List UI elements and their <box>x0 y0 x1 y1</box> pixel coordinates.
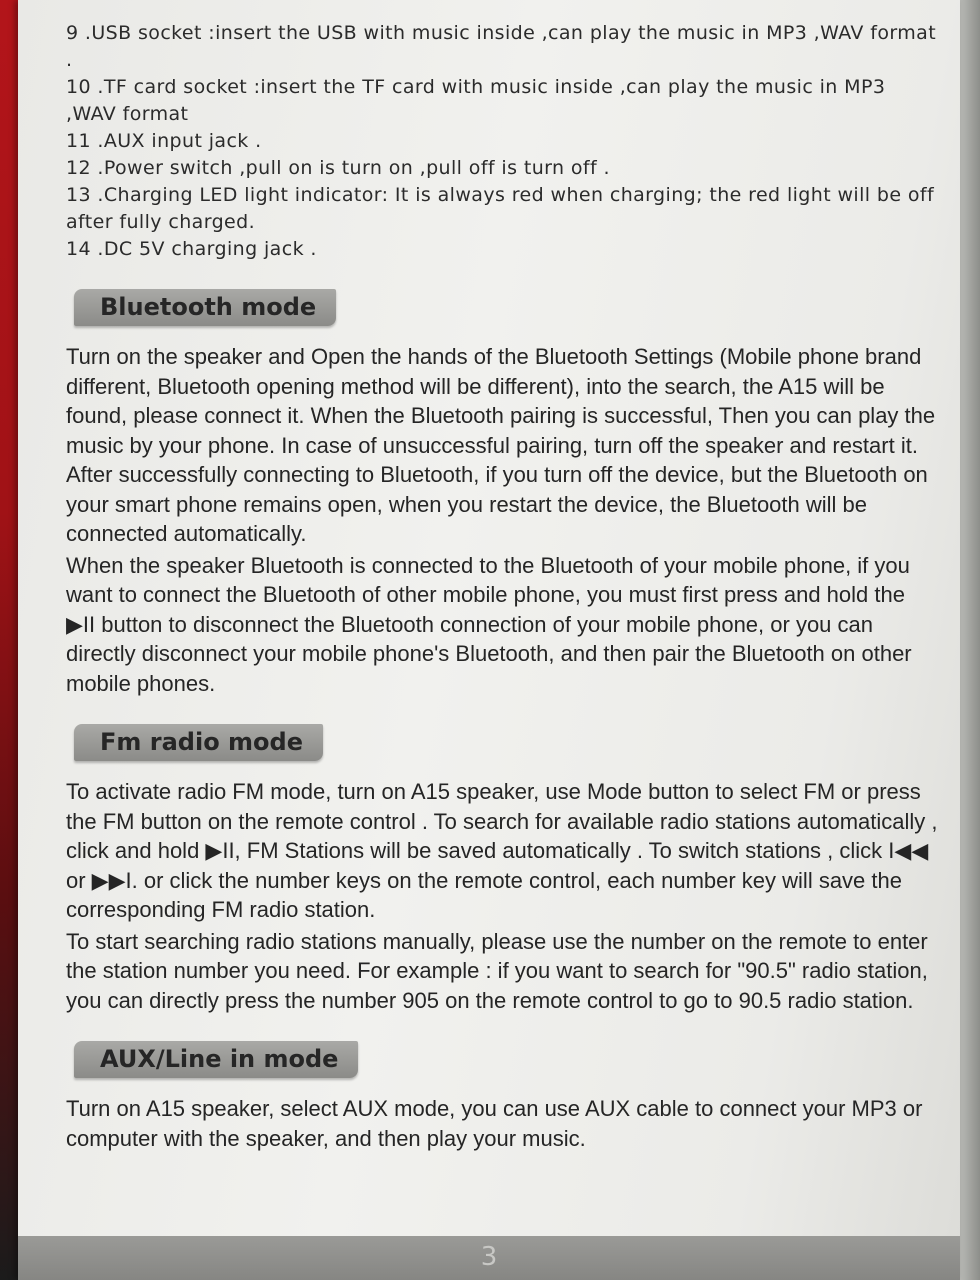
manual-page <box>18 0 960 1280</box>
aux-heading: AUX/Line in mode <box>74 1041 358 1078</box>
page-number: 3 <box>480 1242 498 1272</box>
aux-paragraph: Turn on A15 speaker, select AUX mode, you can use AUX cable to connect your MP3 or computer with the speaker, and then play your music. <box>66 1096 923 1151</box>
page-content <box>66 20 938 1153</box>
spec-item-aux-jack: 11 .AUX input jack . <box>66 130 262 152</box>
fm-heading: Fm radio mode <box>74 724 323 761</box>
bluetooth-paragraph-pairing: Turn on the speaker and Open the hands of the Bluetooth Settings (Mobile phone brand different, Bluetooth opening method will be different), into the search, the A15 will be found, please connect it. When the Bluetooth pairing is successful, Then you can play the music by your phone. In case of unsuccessful pairing, turn off the speaker and restart it. After successfully connecting to Bluetooth, if you turn off the device, but the Bluetooth on your smart phone remains open, when you restart the device, the Bluetooth will be connected automatically. <box>66 344 936 546</box>
spec-item-tf-card: 10 .TF card socket :insert the TF card with music inside ,can play the music in MP3 ,WAV format <box>66 76 886 125</box>
spec-item-power-switch: 12 .Power switch ,pull on is turn on ,pull off is turn off . <box>66 157 610 179</box>
fm-paragraph-manual-search: To start searching radio stations manually, please use the number on the remote to enter the station number you need. For example : if you want to search for "90.5" radio station, you can directly press the number 905 on the remote control to go to 90.5 radio station. <box>66 928 928 1013</box>
spec-item-usb: 9 .USB socket :insert the USB with music inside ,can play the music in MP3 ,WAV format . <box>66 22 937 71</box>
bluetooth-paragraph-switch-phone: When the speaker Bluetooth is connected to the Bluetooth of your mobile phone, if you want to connect the Bluetooth of other mobile phone, you must first press and hold the ▶II button to disconnect the Bluetooth connection of your mobile phone, or you can directly disconnect your mobile phone's Bluetooth, and then pair the Bluetooth on other mobile phones. <box>66 552 912 696</box>
spec-item-dc-jack: 14 .DC 5V charging jack . <box>66 238 317 260</box>
page-footer <box>18 1236 960 1280</box>
bluetooth-heading: Bluetooth mode <box>74 289 336 326</box>
bluetooth-section <box>66 289 938 698</box>
fm-section <box>66 724 938 1015</box>
fm-paragraph-auto-search: To activate radio FM mode, turn on A15 speaker, use Mode button to select FM or press the FM button on the remote control . To search for available radio stations automatically , click and hold ▶II, FM Stations will be saved automatically . To switch stations , click I◀◀ or ▶▶I. or click the number keys on the remote control, each number key will save the corresponding FM radio station. <box>66 779 938 922</box>
spec-list <box>66 20 938 263</box>
spec-item-charging-led: 13 .Charging LED light indicator: It is always red when charging; the red light will be off after fully charged. <box>66 184 935 233</box>
aux-section <box>66 1041 938 1153</box>
